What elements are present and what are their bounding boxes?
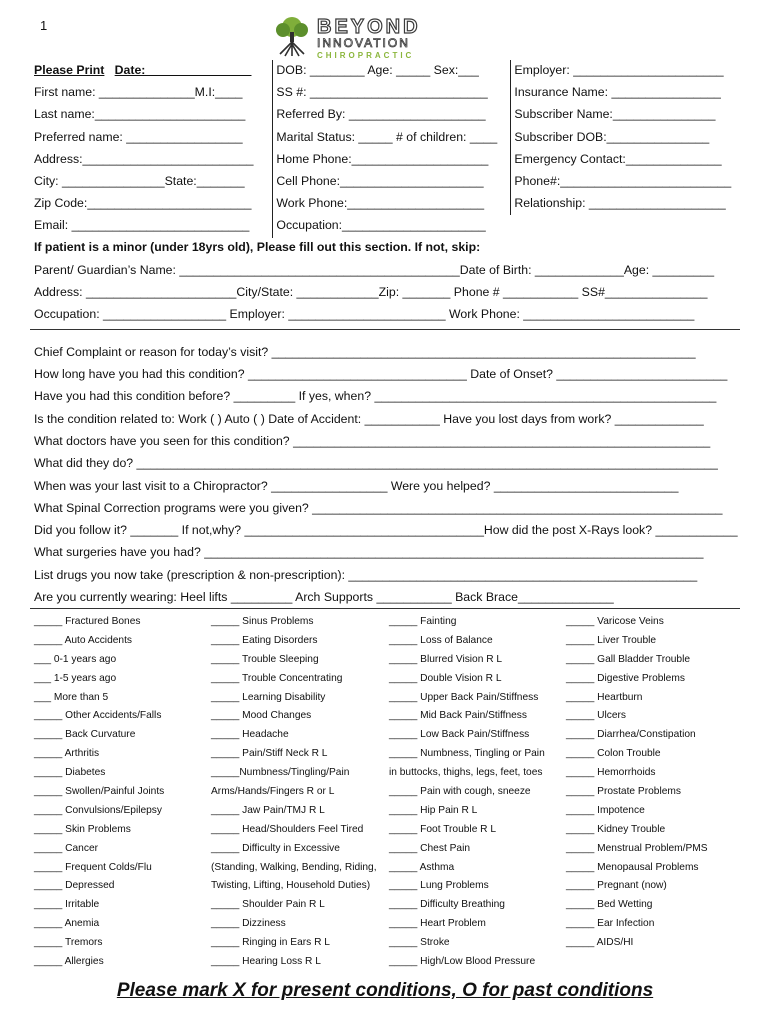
conditions-column-2: [211, 613, 377, 972]
condition-item[interactable]: _____ Difficulty Breathing: [389, 899, 505, 911]
condition-item[interactable]: _____ Blurred Vision R L: [389, 653, 503, 665]
condition-item[interactable]: _____ Foot Trouble R L: [389, 823, 497, 835]
minor-section-heading: If patient is a minor (under 18yrs old), Please fill out this section. If not, skip:: [34, 240, 481, 254]
condition-item[interactable]: _____ Dizziness: [211, 918, 286, 930]
condition-item[interactable]: _____ Swollen/Painful Joints: [34, 786, 165, 798]
spinal-programs-question[interactable]: What Spinal Correction programs were you given? ____________________________________________________________: [34, 501, 723, 515]
condition-item[interactable]: _____ Difficulty in Excessive: [211, 842, 340, 854]
date-field[interactable]: Date: _______________: [114, 63, 252, 77]
last-name-field[interactable]: Last name:______________________: [34, 107, 246, 122]
condition-item[interactable]: _____ Upper Back Pain/Stiffness: [389, 691, 539, 703]
condition-item[interactable]: _____ Heart Problem: [389, 918, 486, 930]
subscriber-name-field[interactable]: Subscriber Name:_______________: [514, 107, 716, 122]
condition-item[interactable]: _____ Eating Disorders: [211, 634, 318, 646]
condition-item[interactable]: _____ Convulsions/Epilepsy: [34, 804, 162, 816]
condition-item[interactable]: _____ Irritable: [34, 899, 100, 911]
condition-item[interactable]: _____ Arthritis: [34, 748, 100, 760]
condition-item[interactable]: _____Numbness/Tingling/Pain: [211, 767, 350, 779]
condition-item[interactable]: _____ Mood Changes: [211, 710, 312, 722]
doctors-seen-question[interactable]: What doctors have you seen for this condition? _____________________________________________________________: [34, 434, 711, 448]
condition-item[interactable]: _____ Jaw Pain/TMJ R L: [211, 804, 325, 816]
guardian-name-line[interactable]: Parent/ Guardian’s Name: _________________________________________Date of Birth: _____________Age: _________: [34, 263, 715, 277]
zip-code-field[interactable]: Zip Code:________________________: [34, 196, 252, 211]
condition-item[interactable]: _____ Sinus Problems: [211, 616, 314, 627]
tree-icon: [270, 14, 314, 58]
condition-item[interactable]: _____ Impotence: [566, 804, 645, 816]
condition-related-question[interactable]: Is the condition related to: Work ( ) Auto ( ) Date of Accident: ___________ Have you lost days from work? _____________: [34, 412, 704, 426]
clinic-logo: [270, 14, 480, 58]
condition-item[interactable]: _____ Ringing in Ears R L: [211, 937, 330, 949]
condition-item[interactable]: _____ Auto Accidents: [34, 634, 132, 646]
address-field[interactable]: Address:_________________________: [34, 151, 254, 166]
ss-field[interactable]: SS #: __________________________: [276, 85, 488, 100]
condition-item[interactable]: _____ AIDS/HI: [566, 937, 634, 949]
condition-item[interactable]: Arms/Hands/Fingers R or L: [211, 786, 335, 798]
condition-item[interactable]: _____ Trouble Sleeping: [211, 653, 319, 665]
page-number: 1: [40, 18, 48, 33]
condition-item[interactable]: _____ Head/Shoulders Feel Tired: [211, 823, 364, 835]
condition-item[interactable]: _____ Prostate Problems: [566, 786, 681, 798]
condition-item[interactable]: _____ Shoulder Pain R L: [211, 899, 325, 911]
condition-item[interactable]: _____ Stroke: [389, 937, 450, 949]
condition-item[interactable]: _____ Learning Disability: [211, 691, 326, 703]
had-before-question[interactable]: Have you had this condition before? _________ If yes, when? __________________________________________________: [34, 389, 717, 403]
what-did-they-do-question[interactable]: What did they do? _____________________________________________________________________________________: [34, 456, 718, 470]
date-row[interactable]: [34, 60, 260, 82]
condition-item[interactable]: _____ Frequent Colds/Flu: [34, 861, 152, 873]
condition-item[interactable]: _____ Skin Problems: [34, 823, 131, 835]
condition-item[interactable]: _____ Double Vision R L: [389, 672, 502, 684]
follow-program-question[interactable]: Did you follow it? _______ If not,why? ___________________________________How did the post X-Rays look? ____________: [34, 523, 738, 537]
condition-item[interactable]: _____ Digestive Problems: [566, 672, 685, 684]
condition-item[interactable]: _____ Liver Trouble: [566, 634, 657, 646]
condition-item[interactable]: _____ Hearing Loss R L: [211, 956, 321, 968]
home-phone-field[interactable]: Home Phone:____________________: [276, 151, 489, 166]
condition-item[interactable]: _____ Numbness, Tingling or Pain: [389, 748, 545, 760]
condition-item[interactable]: _____ Pain/Stiff Neck R L: [211, 748, 328, 760]
logo-line-3: CHIROPRACTIC: [317, 51, 415, 60]
condition-item[interactable]: ___ 0-1 years ago: [34, 653, 117, 665]
condition-item[interactable]: _____ Menstrual Problem/PMS: [566, 842, 708, 854]
condition-item[interactable]: _____ Heartburn: [566, 691, 643, 703]
divider: [30, 329, 740, 330]
city-state-field[interactable]: City: _______________State:_______: [34, 173, 245, 188]
condition-item[interactable]: ___ 1-5 years ago: [34, 672, 117, 684]
condition-item[interactable]: (Standing, Walking, Bending, Riding,: [211, 861, 377, 873]
condition-item[interactable]: ___ More than 5: [34, 691, 109, 703]
condition-item[interactable]: _____ Hip Pain R L: [389, 804, 478, 816]
condition-item[interactable]: _____ Gall Bladder Trouble: [566, 653, 691, 665]
wearing-question[interactable]: Are you currently wearing: Heel lifts _________ Arch Supports ___________ Back Brace______________: [34, 590, 614, 604]
condition-item[interactable]: _____ Kidney Trouble: [566, 823, 666, 835]
condition-item[interactable]: _____ High/Low Blood Pressure: [389, 956, 536, 968]
first-name-field[interactable]: First name: ______________M.I:____: [34, 85, 243, 100]
condition-item[interactable]: Twisting, Lifting, Household Duties): [211, 880, 371, 892]
condition-item[interactable]: _____ Asthma: [389, 861, 455, 873]
phone-field[interactable]: Phone#:_________________________: [514, 173, 732, 188]
condition-item[interactable]: _____ Back Curvature: [34, 729, 136, 741]
patient-column: [34, 60, 260, 238]
condition-item[interactable]: _____ Other Accidents/Falls: [34, 710, 162, 722]
occupation-field[interactable]: Occupation:_____________________: [276, 218, 486, 233]
condition-item[interactable]: in buttocks, thighs, legs, feet, toes: [389, 767, 543, 779]
condition-item[interactable]: _____ Trouble Concentrating: [211, 672, 343, 684]
divider: [30, 608, 740, 609]
personal-column: [272, 60, 501, 238]
email-field[interactable]: Email: __________________________: [34, 218, 250, 233]
chief-complaint-question[interactable]: Chief Complaint or reason for today’s visit? ______________________________________________________________: [34, 345, 696, 359]
condition-duration-question[interactable]: How long have you had this condition? ________________________________ Date of Onset? _________________________: [34, 367, 728, 381]
condition-item[interactable]: _____ Headache: [211, 729, 289, 741]
referred-by-field[interactable]: Referred By: ____________________: [276, 107, 486, 122]
condition-item[interactable]: _____ Lung Problems: [389, 880, 489, 892]
insurance-column: [510, 60, 739, 215]
cell-phone-field[interactable]: Cell Phone:_____________________: [276, 173, 484, 188]
preferred-name-field[interactable]: Preferred name: _________________: [34, 129, 243, 144]
drugs-question[interactable]: List drugs you now take (prescription & non-prescription): ___________________________________________________: [34, 568, 698, 582]
condition-item[interactable]: _____ Chest Pain: [389, 842, 470, 854]
condition-item[interactable]: _____ Varicose Veins: [566, 616, 664, 627]
instructions-footer: Please mark X for present conditions, O for past conditions: [116, 980, 654, 1001]
condition-item[interactable]: _____ Diarrhea/Constipation: [566, 729, 696, 741]
condition-item[interactable]: _____ Bed Wetting: [566, 899, 653, 911]
condition-item[interactable]: _____ Mid Back Pain/Stiffness: [389, 710, 527, 722]
condition-item[interactable]: _____ Low Back Pain/Stiffness: [389, 729, 530, 741]
condition-item[interactable]: _____ Colon Trouble: [566, 748, 661, 760]
logo-line-1: BEYOND: [317, 16, 421, 38]
conditions-column-4: [566, 613, 708, 953]
condition-item[interactable]: _____ Menopausal Problems: [566, 861, 699, 873]
condition-item[interactable]: _____ Ulcers: [566, 710, 627, 722]
marital-status-field[interactable]: Marital Status: _____ # of children: ____: [276, 129, 498, 144]
subscriber-dob-field[interactable]: Subscriber DOB:_______________: [514, 129, 710, 144]
insurance-name-field[interactable]: Insurance Name: ________________: [514, 85, 721, 100]
last-chiro-visit-question[interactable]: When was your last visit to a Chiropractor? _________________ Were you helped? ___________________________: [34, 479, 679, 493]
work-phone-field[interactable]: Work Phone:____________________: [276, 196, 485, 211]
condition-item[interactable]: _____ Tremors: [34, 937, 103, 949]
condition-item[interactable]: _____ Loss of Balance: [389, 634, 493, 646]
guardian-address-line[interactable]: Address: ______________________City/State: ____________Zip: _______ Phone # ___________ SS#_______________: [34, 285, 708, 299]
employer-field[interactable]: Employer: ______________________: [514, 63, 724, 77]
conditions-column-3: [389, 613, 545, 972]
conditions-column-1: [34, 613, 164, 972]
condition-item[interactable]: _____ Fainting: [389, 616, 457, 627]
condition-item[interactable]: _____ Allergies: [34, 956, 104, 968]
guardian-occupation-line[interactable]: Occupation: __________________ Employer: _______________________ Work Phone: _________________________: [34, 307, 695, 321]
condition-item[interactable]: _____ Ear Infection: [566, 918, 655, 930]
condition-item[interactable]: _____ Hemorrhoids: [566, 767, 656, 779]
condition-item[interactable]: _____ Pain with cough, sneeze: [389, 786, 531, 798]
surgeries-question[interactable]: What surgeries have you had? _________________________________________________________________________: [34, 545, 704, 559]
emergency-contact-field[interactable]: Emergency Contact:______________: [514, 151, 722, 166]
dob-age-sex-field[interactable]: DOB: ________ Age: _____ Sex:___: [276, 63, 479, 77]
condition-item[interactable]: _____ Pregnant (now): [566, 880, 667, 892]
relationship-field[interactable]: Relationship: ____________________: [514, 196, 726, 211]
condition-item[interactable]: _____ Cancer: [34, 842, 99, 854]
condition-item[interactable]: _____ Fractured Bones: [34, 616, 141, 627]
condition-item[interactable]: _____ Depressed: [34, 880, 115, 892]
condition-item[interactable]: _____ Diabetes: [34, 767, 106, 779]
logo-line-2: INNOVATION: [317, 36, 410, 50]
condition-item[interactable]: _____ Anemia: [34, 918, 100, 930]
please-print-label: Please Print: [34, 63, 105, 77]
